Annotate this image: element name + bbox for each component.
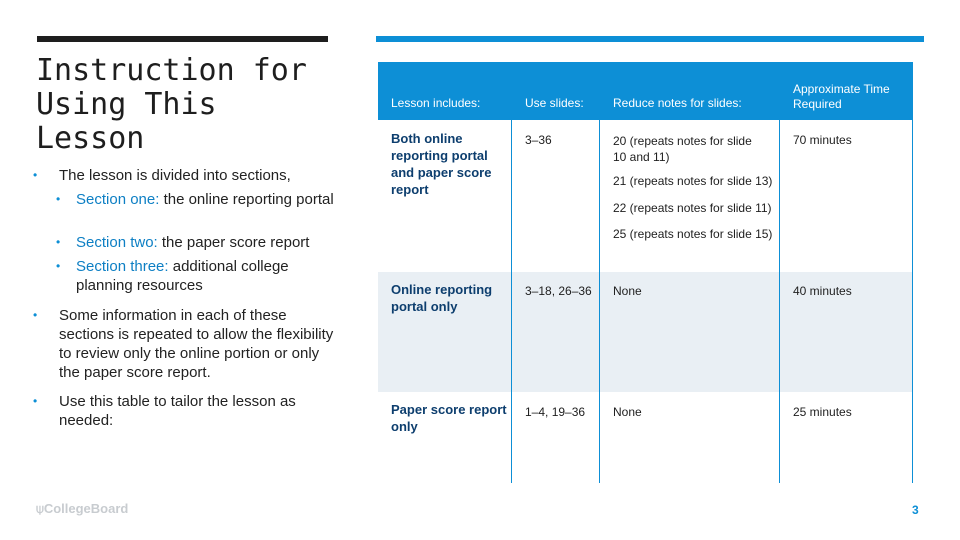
header-use-slides: Use slides: [525, 96, 584, 110]
bullet-sections: • The lesson is divided into sections, [33, 167, 291, 184]
title-rule [37, 36, 328, 42]
row2-time: 40 minutes [793, 284, 852, 298]
row2-note: None [613, 284, 642, 298]
row1-note: 25 (repeats notes for slide 15) [613, 227, 773, 241]
bullet-dot-icon: • [33, 394, 38, 408]
column-divider [779, 62, 780, 483]
row3-slides: 1–4, 19–36 [525, 405, 586, 419]
bullet-dot-icon: • [33, 308, 38, 322]
row3-includes: Paper score report only [391, 402, 507, 434]
header-time-required: Approximate Time Required [793, 82, 890, 111]
row1-time: 70 minutes [793, 133, 852, 147]
row2-slides: 3–18, 26–36 [525, 284, 592, 298]
row1-includes: Both online reporting portal and paper score report [391, 131, 492, 197]
row2-includes: Online reporting portal only [391, 282, 493, 314]
column-divider [599, 62, 600, 483]
bullet-dot-icon: • [33, 168, 38, 182]
collegeboard-logo: ⍦CollegeBoard [36, 501, 129, 516]
bullet-dot-icon: • [56, 235, 61, 249]
lesson-table [378, 62, 913, 483]
bullet-use-table: • Use this table to tailor the lesson as needed: [33, 393, 296, 429]
sub-bullet-section-three: • Section three: additional college planning resources [56, 258, 289, 294]
table-rule [376, 36, 924, 42]
row3-note: None [613, 405, 642, 419]
header-lesson-includes: Lesson includes: [391, 96, 481, 110]
column-divider [511, 62, 512, 483]
sub-bullet-section-two: • Section two: the paper score report [56, 234, 310, 251]
row1-slides: 3–36 [525, 133, 552, 147]
page-number: 3 [912, 503, 919, 517]
row3-time: 25 minutes [793, 405, 852, 419]
bullet-dot-icon: • [56, 259, 61, 273]
acorn-icon: ⍦ [36, 501, 44, 516]
bullet-dot-icon: • [56, 192, 61, 206]
bullet-repeated-info: • Some information in each of these sections is repeated to allow the flexibility to review only the online portion or only the paper score report. [33, 307, 334, 381]
column-divider [912, 62, 913, 483]
row1-note: 21 (repeats notes for slide 13) [613, 174, 773, 188]
sub-bullet-section-one: • Section one: the online reporting portal [56, 191, 334, 208]
header-reduce-notes: Reduce notes for slides: [613, 96, 742, 110]
page-title: Instruction for Using This Lesson [36, 53, 307, 156]
row1-note: 22 (repeats notes for slide 11) [613, 201, 772, 215]
row1-note: 20 (repeats notes for slide 10 and 11) [613, 134, 752, 164]
